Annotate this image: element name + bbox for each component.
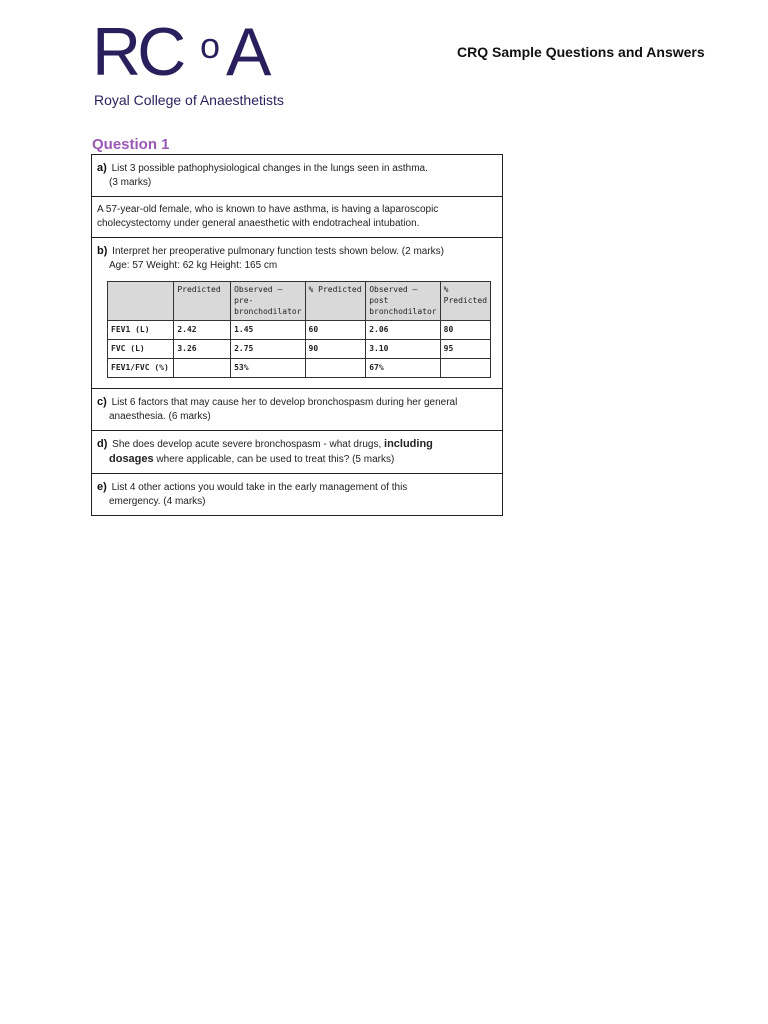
part-e-text: List 4 other actions you would take in the early management of this xyxy=(111,482,408,493)
logo-rc: RC xyxy=(92,14,183,90)
table-cell: FEV1/FVC (%) xyxy=(108,359,174,378)
part-b xyxy=(92,238,502,389)
part-e-letter: e) xyxy=(97,481,107,493)
part-d xyxy=(92,431,502,474)
part-b-text: Interpret her preoperative pulmonary function tests shown below. (2 marks) xyxy=(112,246,444,257)
table-row xyxy=(108,340,491,359)
logo-subtitle: Royal College of Anaesthetists xyxy=(94,92,284,108)
scenario xyxy=(92,197,502,238)
header-cell: % Predicted xyxy=(305,282,366,321)
scenario-text: A 57-year-old female, who is known to have asthma, is having a laparoscopic cholecystectomy under general anaesthetic with endotracheal intubation. xyxy=(97,204,439,229)
part-d-text-2: where applicable, can be used to treat this? (5 marks) xyxy=(156,454,395,465)
header-cell: Observed — post bronchodilator xyxy=(366,282,440,321)
table-cell: 1.45 xyxy=(231,321,305,340)
table-cell: FEV1 (L) xyxy=(108,321,174,340)
patient-details: Age: 57 Weight: 62 kg Height: 165 cm xyxy=(109,260,278,271)
header-cell: Observed — pre-bronchodilator xyxy=(231,282,305,321)
question-heading: Question 1 xyxy=(92,136,170,153)
table-cell: 3.10 xyxy=(366,340,440,359)
part-a-text: List 3 possible pathophysiological changes in the lungs seen in asthma. xyxy=(111,163,428,174)
pulmonary-function-table xyxy=(107,281,491,378)
table-cell: 2.42 xyxy=(174,321,231,340)
part-a-marks: (3 marks) xyxy=(109,177,152,188)
table-cell: 3.26 xyxy=(174,340,231,359)
header-cell: Predicted xyxy=(174,282,231,321)
rcoa-logo xyxy=(92,14,292,114)
part-c xyxy=(92,389,502,431)
table-header-row xyxy=(108,282,491,321)
part-a-letter: a) xyxy=(97,162,107,174)
part-a xyxy=(92,155,502,197)
table-cell: 90 xyxy=(305,340,366,359)
table-cell: FVC (L) xyxy=(108,340,174,359)
table-row xyxy=(108,359,491,378)
header-cell xyxy=(108,282,174,321)
table-cell: 2.75 xyxy=(231,340,305,359)
table-cell: 60 xyxy=(305,321,366,340)
table-cell: 67% xyxy=(366,359,440,378)
document-title: CRQ Sample Questions and Answers xyxy=(457,44,705,60)
logo-o: o xyxy=(200,25,221,66)
table-cell: 2.06 xyxy=(366,321,440,340)
table-cell xyxy=(174,359,231,378)
table-cell: 80 xyxy=(440,321,490,340)
table-cell xyxy=(440,359,490,378)
part-c-text-2: anaesthesia. (6 marks) xyxy=(109,411,211,422)
part-b-letter: b) xyxy=(97,245,108,257)
table-row xyxy=(108,321,491,340)
header-cell: % Predicted xyxy=(440,282,490,321)
table-cell: 95 xyxy=(440,340,490,359)
logo-a: A xyxy=(226,14,272,90)
part-d-letter: d) xyxy=(97,438,108,450)
table-cell: 53% xyxy=(231,359,305,378)
part-e-text-2: emergency. (4 marks) xyxy=(109,496,206,507)
part-e xyxy=(92,474,502,515)
part-d-bold-dosages: dosages xyxy=(109,453,154,465)
question-box xyxy=(91,154,503,516)
part-c-letter: c) xyxy=(97,396,107,408)
table-cell xyxy=(305,359,366,378)
part-d-bold-including: including xyxy=(384,438,433,450)
part-c-text: List 6 factors that may cause her to develop bronchospasm during her general xyxy=(111,397,458,408)
part-d-text: She does develop acute severe bronchospasm - what drugs, xyxy=(112,439,382,450)
